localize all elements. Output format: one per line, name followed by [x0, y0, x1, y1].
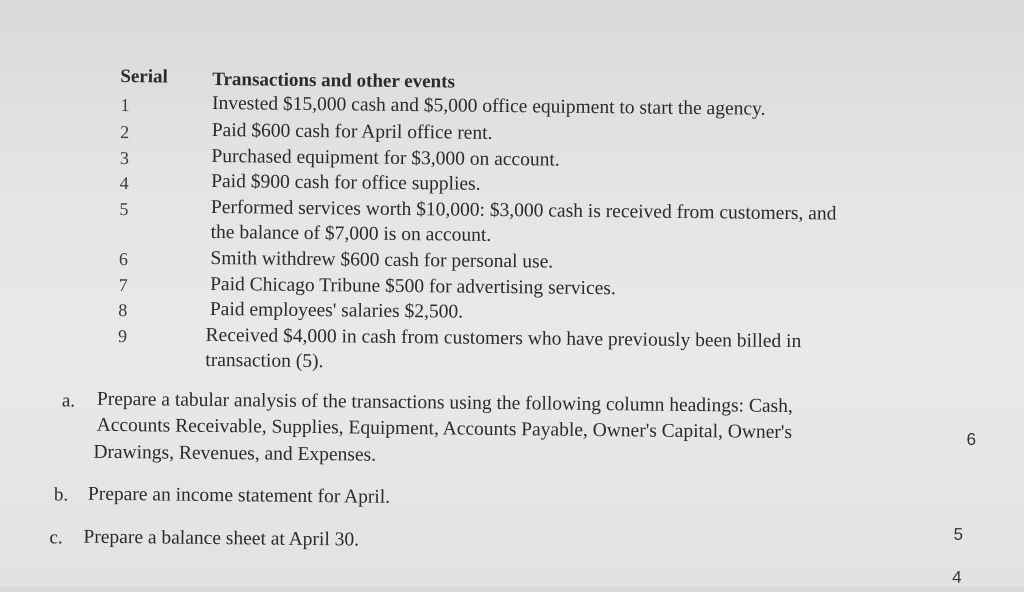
- transaction-5-text-line2: the balance of $7,000 is on account.: [210, 221, 492, 246]
- question-b-letter: b.: [53, 484, 69, 506]
- serial-4: 4: [119, 173, 129, 194]
- transaction-8-text: Paid employees' salaries $2,500.: [209, 298, 464, 323]
- question-a-marks: 6: [966, 429, 977, 449]
- transaction-7-text: Paid Chicago Tribune $500 for advertising services.: [210, 273, 616, 300]
- transaction-4-text: Paid $900 cash for office supplies.: [211, 170, 481, 195]
- transaction-9-text-line1: Received $4,000 in cash from customers who have previously been billed in: [205, 324, 802, 353]
- transaction-5-text-line1: Performed services worth $10,000: $3,000 cash is received from customers, and: [210, 196, 837, 225]
- transactions-header: Transactions and other events: [212, 68, 456, 93]
- question-b-text: Prepare an income statement for April.: [87, 483, 391, 508]
- transaction-1-text: Invested $15,000 cash and $5,000 office equipment to start the agency.: [211, 92, 766, 120]
- question-a-line3: Drawings, Revenues, and Expenses.: [93, 441, 377, 466]
- serial-7: 7: [118, 275, 128, 296]
- question-c-marks: 5: [953, 524, 964, 544]
- transaction-3-text: Purchased equipment for $3,000 on account.: [211, 145, 560, 171]
- transaction-6-text: Smith withdrew $600 cash for personal use.: [210, 247, 554, 273]
- serial-3: 3: [119, 148, 130, 169]
- serial-header: Serial: [120, 66, 168, 88]
- question-a-line1: Prepare a tabular analysis of the transactions using the following column headings: Cash,: [96, 388, 793, 418]
- serial-1: 1: [120, 95, 130, 116]
- transaction-9-text-line2: transaction (5).: [205, 349, 324, 373]
- question-c-letter: c.: [49, 527, 63, 549]
- transaction-2-text: Paid $600 cash for April office rent.: [211, 119, 493, 144]
- serial-9: 9: [117, 326, 128, 347]
- corner-mark: 4: [952, 567, 962, 587]
- serial-8: 8: [118, 300, 128, 321]
- serial-5: 5: [119, 199, 129, 220]
- question-a-letter: a.: [61, 390, 76, 412]
- serial-6: 6: [118, 249, 129, 270]
- question-c-text: Prepare a balance sheet at April 30.: [83, 526, 360, 551]
- question-a-line2: Accounts Receivable, Supplies, Equipment, Accounts Payable, Owner's Capital, Owner's: [96, 414, 793, 444]
- serial-2: 2: [120, 122, 130, 143]
